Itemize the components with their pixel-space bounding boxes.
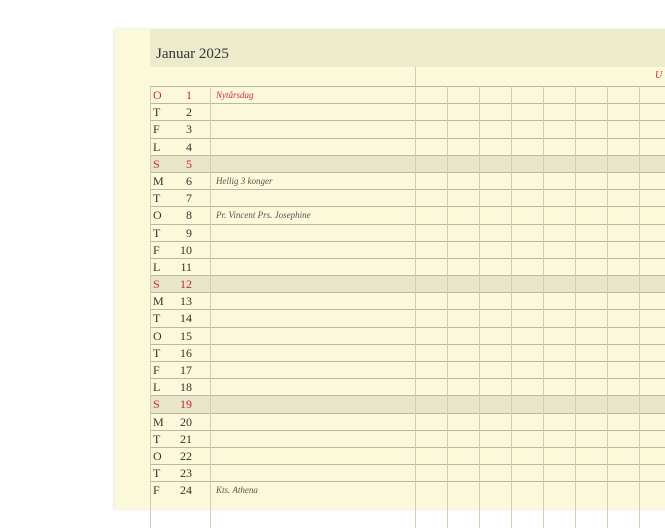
weekday-letter: T xyxy=(153,311,161,326)
grid-column-line xyxy=(447,86,448,528)
day-note: Nytårsdag xyxy=(216,90,254,100)
day-number: 21 xyxy=(180,431,192,446)
day-number: 17 xyxy=(180,363,192,377)
day-note: Hellig 3 konger xyxy=(216,175,273,186)
day-number: 22 xyxy=(180,448,192,463)
column-header-row xyxy=(415,67,665,86)
weekday-letter: T xyxy=(153,225,161,240)
day-number: 8 xyxy=(186,208,192,223)
day-row[interactable] xyxy=(150,258,665,275)
day-row[interactable] xyxy=(150,378,665,395)
day-number: 9 xyxy=(186,225,192,240)
day-number: 19 xyxy=(180,397,192,412)
day-number: 1 xyxy=(186,88,192,102)
grid-column-line xyxy=(150,86,151,528)
weekday-letter: F xyxy=(153,122,160,137)
day-row[interactable] xyxy=(150,275,665,292)
day-row[interactable] xyxy=(150,206,665,223)
day-number: 13 xyxy=(180,294,192,309)
grid-column-line xyxy=(543,86,544,528)
weekday-letter: M xyxy=(153,173,164,188)
day-row[interactable] xyxy=(150,224,665,241)
day-row[interactable] xyxy=(150,172,665,189)
weekday-letter: S xyxy=(153,277,160,292)
day-number: 6 xyxy=(186,173,192,188)
grid-column-line xyxy=(607,86,608,528)
day-number: 14 xyxy=(180,311,192,326)
day-number: 10 xyxy=(180,242,192,257)
calendar-page xyxy=(115,29,665,509)
day-row[interactable] xyxy=(150,395,665,412)
day-number: 23 xyxy=(180,466,192,481)
day-number: 15 xyxy=(180,328,192,343)
day-number: 5 xyxy=(186,156,192,171)
weekday-letter: S xyxy=(153,397,160,412)
weekday-letter: O xyxy=(153,88,162,102)
day-number: 3 xyxy=(186,122,192,137)
day-row[interactable] xyxy=(150,309,665,326)
column-header-band xyxy=(415,29,665,67)
day-number: 20 xyxy=(180,414,192,429)
day-number: 2 xyxy=(186,105,192,120)
weekday-letter: S xyxy=(153,156,160,171)
day-row[interactable] xyxy=(150,327,665,344)
grid-column-line xyxy=(210,86,211,528)
grid-column-line xyxy=(639,86,640,528)
weekday-letter: M xyxy=(153,294,164,309)
weekday-letter: F xyxy=(153,483,160,498)
day-row[interactable] xyxy=(150,447,665,464)
day-note: Pr. Vincent Prs. Josephine xyxy=(216,210,311,221)
day-row[interactable] xyxy=(150,120,665,137)
weekday-letter: O xyxy=(153,208,162,223)
day-row[interactable] xyxy=(150,481,665,498)
column-header-label: U xyxy=(655,70,663,81)
day-number: 18 xyxy=(180,380,192,395)
day-row[interactable] xyxy=(150,292,665,309)
day-row[interactable] xyxy=(150,413,665,430)
day-row[interactable] xyxy=(150,344,665,361)
grid-column-line xyxy=(511,86,512,528)
weekday-letter: L xyxy=(153,139,161,154)
day-note: Kts. Athena xyxy=(216,485,258,496)
weekday-letter: T xyxy=(153,191,161,206)
weekday-letter: L xyxy=(153,380,161,395)
day-row[interactable] xyxy=(150,189,665,206)
weekday-letter: T xyxy=(153,345,161,360)
grid-column-line xyxy=(479,86,480,528)
day-number: 4 xyxy=(186,139,192,154)
grid-column-line xyxy=(575,86,576,528)
day-row[interactable] xyxy=(150,430,665,447)
weekday-letter: O xyxy=(153,448,162,463)
grid-column-line xyxy=(415,86,416,528)
day-number: 7 xyxy=(186,191,192,206)
day-rows xyxy=(150,86,665,499)
weekday-letter: F xyxy=(153,242,160,257)
month-title: Januar 2025 xyxy=(156,46,229,62)
day-number: 24 xyxy=(180,483,192,498)
day-row[interactable] xyxy=(150,464,665,481)
day-row[interactable] xyxy=(150,86,665,103)
day-row[interactable] xyxy=(150,361,665,378)
weekday-letter: M xyxy=(153,414,164,429)
weekday-letter: T xyxy=(153,466,161,481)
day-row[interactable] xyxy=(150,241,665,258)
weekday-letter: F xyxy=(153,363,160,377)
weekday-letter: L xyxy=(153,259,161,274)
day-row[interactable] xyxy=(150,138,665,155)
day-number: 11 xyxy=(180,259,192,274)
day-row[interactable] xyxy=(150,103,665,120)
weekday-letter: T xyxy=(153,105,161,120)
weekday-letter: T xyxy=(153,431,161,446)
day-number: 16 xyxy=(180,345,192,360)
day-row[interactable] xyxy=(150,155,665,172)
day-number: 12 xyxy=(180,277,192,292)
weekday-letter: O xyxy=(153,328,162,343)
